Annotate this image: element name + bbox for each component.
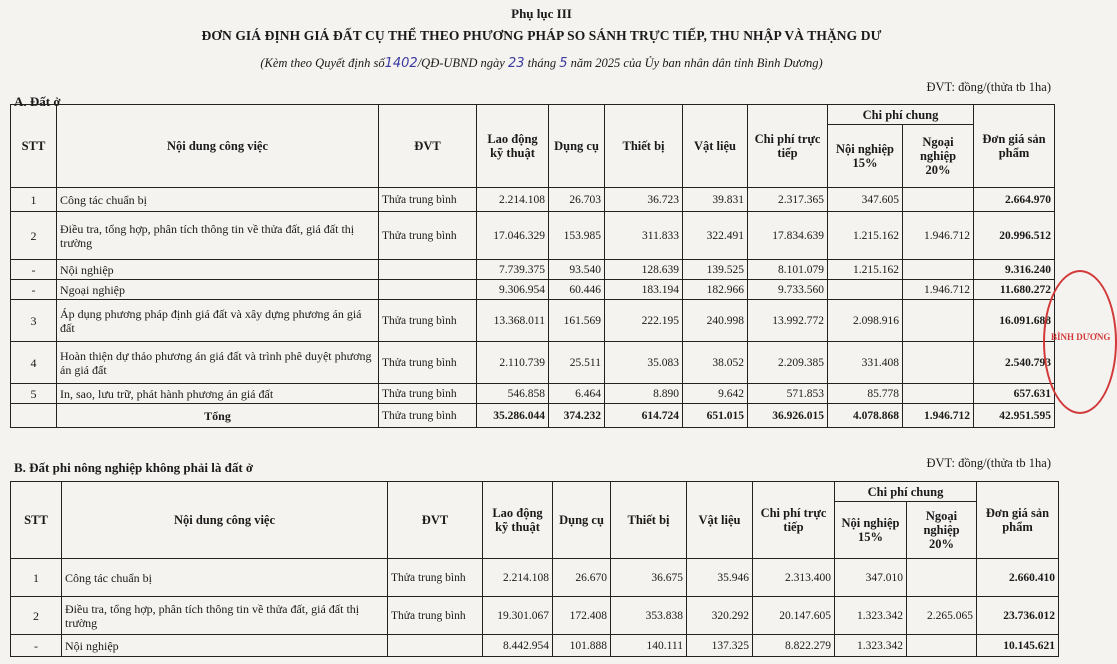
row-materials: 9.642	[683, 384, 748, 404]
row-internal: 1.215.162	[828, 212, 903, 260]
row-unit-price: 2.660.410	[977, 559, 1059, 597]
total-external: 1.946.712	[903, 404, 974, 428]
row-unit-price: 20.996.512	[974, 212, 1055, 260]
red-seal-stamp	[1043, 270, 1117, 414]
row-content: Công tác chuẩn bị	[57, 188, 379, 212]
row-equipment: 36.723	[605, 188, 683, 212]
subtitle-mid: /QĐ-UBND ngày	[417, 56, 505, 70]
col-general-cost: Chi phí chung	[835, 482, 977, 502]
row-internal: 347.010	[835, 559, 907, 597]
row-content: Áp dụng phương pháp định giá đất và xây dựng phương án giá đất	[57, 300, 379, 342]
row-stt: 5	[11, 384, 57, 404]
row-direct-cost: 17.834.639	[748, 212, 828, 260]
row-unit-price: 16.091.688	[974, 300, 1055, 342]
total-label: Tổng	[57, 404, 379, 428]
row-materials: 320.292	[687, 597, 753, 635]
table-row	[11, 559, 1059, 597]
col-content: Nội dung công việc	[57, 105, 379, 188]
row-materials: 35.946	[687, 559, 753, 597]
total-labor: 35.286.044	[477, 404, 549, 428]
table-row	[11, 300, 1055, 342]
row-content: Hoàn thiện dự thảo phương án giá đất và trình phê duyệt phương án giá đất	[57, 342, 379, 384]
row-unit: Thửa trung bình	[379, 342, 477, 384]
row-tools: 172.408	[553, 597, 611, 635]
total-stt	[11, 404, 57, 428]
row-unit: Thửa trung bình	[379, 300, 477, 342]
row-internal	[828, 280, 903, 300]
row-direct-cost: 2.313.400	[753, 559, 835, 597]
table-row	[11, 260, 1055, 280]
section-b-unit-note: ĐVT: đồng/(thửa tb 1ha)	[926, 456, 1051, 470]
row-content: In, sao, lưu trữ, phát hành phương án giá đất	[57, 384, 379, 404]
col-equipment: Thiết bị	[611, 482, 687, 559]
decision-day: 23	[507, 56, 525, 71]
subtitle-pre: (Kèm theo Quyết định số	[260, 56, 385, 70]
row-unit-price: 2.664.970	[974, 188, 1055, 212]
col-internal: Nội nghiệp 15%	[828, 125, 903, 188]
col-external: Ngoại nghiệp 20%	[903, 125, 974, 188]
col-general-cost: Chi phí chung	[828, 105, 974, 125]
col-content: Nội dung công việc	[62, 482, 388, 559]
row-labor: 17.046.329	[477, 212, 549, 260]
row-stt: 2	[11, 212, 57, 260]
col-labor: Lao động kỹ thuật	[483, 482, 553, 559]
row-unit-price: 10.145.621	[977, 635, 1059, 657]
row-stt: 1	[11, 188, 57, 212]
row-content: Công tác chuẩn bị	[62, 559, 388, 597]
col-materials: Vật liệu	[683, 105, 748, 188]
row-content: Ngoại nghiệp	[57, 280, 379, 300]
row-stt: -	[11, 280, 57, 300]
row-tools: 101.888	[553, 635, 611, 657]
row-unit-price: 657.631	[974, 384, 1055, 404]
row-direct-cost: 8.822.279	[753, 635, 835, 657]
row-stt: 3	[11, 300, 57, 342]
total-row	[11, 404, 1055, 428]
row-equipment: 128.639	[605, 260, 683, 280]
row-labor: 2.110.739	[477, 342, 549, 384]
row-content: Điều tra, tổng hợp, phân tích thông tin về thửa đất, giá đất thị trường	[57, 212, 379, 260]
row-labor: 2.214.108	[477, 188, 549, 212]
col-unit-price: Đơn giá sản phẩm	[977, 482, 1059, 559]
row-tools: 60.446	[549, 280, 605, 300]
row-unit-price: 9.316.240	[974, 260, 1055, 280]
table-row	[11, 280, 1055, 300]
total-materials: 651.015	[683, 404, 748, 428]
row-internal: 1.323.342	[835, 597, 907, 635]
col-unit-price: Đơn giá sản phẩm	[974, 105, 1055, 188]
row-labor: 9.306.954	[477, 280, 549, 300]
row-equipment: 140.111	[611, 635, 687, 657]
row-tools: 26.670	[553, 559, 611, 597]
col-direct-cost: Chi phí trực tiếp	[748, 105, 828, 188]
row-materials: 240.998	[683, 300, 748, 342]
row-external	[903, 342, 974, 384]
decision-number: 1402	[384, 56, 418, 71]
row-external	[903, 384, 974, 404]
document-subtitle	[0, 56, 1083, 71]
row-external	[903, 300, 974, 342]
row-equipment: 8.890	[605, 384, 683, 404]
row-materials: 322.491	[683, 212, 748, 260]
row-stt: 1	[11, 559, 62, 597]
row-tools: 6.464	[549, 384, 605, 404]
row-tools: 153.985	[549, 212, 605, 260]
row-unit	[379, 260, 477, 280]
row-tools: 161.569	[549, 300, 605, 342]
row-labor: 2.214.108	[483, 559, 553, 597]
document-title: ĐƠN GIÁ ĐỊNH GIÁ ĐẤT CỤ THỂ THEO PHƯƠNG PHÁP SO SÁNH TRỰC TIẾP, THU NHẬP VÀ THẶNG DƯ	[201, 28, 882, 43]
row-labor: 8.442.954	[483, 635, 553, 657]
row-equipment: 222.195	[605, 300, 683, 342]
row-tools: 25.511	[549, 342, 605, 384]
total-tools: 374.232	[549, 404, 605, 428]
row-direct-cost: 20.147.605	[753, 597, 835, 635]
row-content: Nội nghiệp	[57, 260, 379, 280]
row-external: 2.265.065	[907, 597, 977, 635]
row-direct-cost: 2.317.365	[748, 188, 828, 212]
row-unit	[388, 635, 483, 657]
row-unit-price: 11.680.272	[974, 280, 1055, 300]
row-stt: 2	[11, 597, 62, 635]
col-tools: Dụng cụ	[553, 482, 611, 559]
row-labor: 19.301.067	[483, 597, 553, 635]
row-internal: 85.778	[828, 384, 903, 404]
row-unit-price: 2.540.793	[974, 342, 1055, 384]
row-external	[903, 188, 974, 212]
table-row	[11, 597, 1059, 635]
row-internal: 331.408	[828, 342, 903, 384]
row-unit	[379, 280, 477, 300]
row-stt: 4	[11, 342, 57, 384]
row-external	[903, 260, 974, 280]
row-direct-cost: 13.992.772	[748, 300, 828, 342]
row-unit-price: 23.736.012	[977, 597, 1059, 635]
row-equipment: 35.083	[605, 342, 683, 384]
col-stt: STT	[11, 482, 62, 559]
total-direct: 36.926.015	[748, 404, 828, 428]
row-equipment: 183.194	[605, 280, 683, 300]
col-tools: Dụng cụ	[549, 105, 605, 188]
row-materials: 38.052	[683, 342, 748, 384]
row-materials: 182.966	[683, 280, 748, 300]
row-internal: 1.215.162	[828, 260, 903, 280]
col-materials: Vật liệu	[687, 482, 753, 559]
row-equipment: 36.675	[611, 559, 687, 597]
row-materials: 137.325	[687, 635, 753, 657]
section-a-title: A. Đất ở	[14, 94, 61, 109]
section-b-table	[10, 481, 1059, 657]
subtitle-post: năm 2025 của Ủy ban nhân dân tỉnh Bình Dương)	[570, 56, 823, 70]
table-row	[11, 342, 1055, 384]
row-unit: Thửa trung bình	[379, 212, 477, 260]
total-equipment: 614.724	[605, 404, 683, 428]
row-materials: 139.525	[683, 260, 748, 280]
table-row	[11, 384, 1055, 404]
col-external: Ngoại nghiệp 20%	[907, 502, 977, 559]
row-tools: 93.540	[549, 260, 605, 280]
row-equipment: 311.833	[605, 212, 683, 260]
seal-text: BÌNH DƯƠNG	[1051, 332, 1111, 342]
row-labor: 7.739.375	[477, 260, 549, 280]
row-direct-cost: 571.853	[748, 384, 828, 404]
row-unit: Thửa trung bình	[388, 559, 483, 597]
col-stt: STT	[11, 105, 57, 188]
row-content: Nội nghiệp	[62, 635, 388, 657]
row-unit: Thửa trung bình	[379, 188, 477, 212]
row-labor: 13.368.011	[477, 300, 549, 342]
col-labor: Lao động kỹ thuật	[477, 105, 549, 188]
row-external	[907, 635, 977, 657]
row-tools: 26.703	[549, 188, 605, 212]
col-direct-cost: Chi phí trực tiếp	[753, 482, 835, 559]
table-row	[11, 188, 1055, 212]
total-price: 42.951.595	[974, 404, 1055, 428]
subtitle-month-label: tháng	[527, 56, 557, 70]
row-internal: 1.323.342	[835, 635, 907, 657]
table-row	[11, 635, 1059, 657]
table-row	[11, 212, 1055, 260]
section-a-table	[10, 104, 1055, 428]
row-direct-cost: 2.209.385	[748, 342, 828, 384]
total-internal: 4.078.868	[828, 404, 903, 428]
decision-month: 5	[559, 56, 568, 71]
appendix-title: Phụ lục III	[511, 6, 572, 21]
row-direct-cost: 9.733.560	[748, 280, 828, 300]
row-stt: -	[11, 635, 62, 657]
total-unit: Thửa trung bình	[379, 404, 477, 428]
section-a-unit-note: ĐVT: đồng/(thửa tb 1ha)	[926, 80, 1051, 94]
row-internal: 347.605	[828, 188, 903, 212]
row-content: Điều tra, tổng hợp, phân tích thông tin về thửa đất, giá đất thị trường	[62, 597, 388, 635]
row-external	[907, 559, 977, 597]
row-external: 1.946.712	[903, 280, 974, 300]
row-unit: Thửa trung bình	[379, 384, 477, 404]
row-equipment: 353.838	[611, 597, 687, 635]
col-internal: Nội nghiệp 15%	[835, 502, 907, 559]
row-unit: Thửa trung bình	[388, 597, 483, 635]
col-unit: ĐVT	[379, 105, 477, 188]
col-unit: ĐVT	[388, 482, 483, 559]
row-labor: 546.858	[477, 384, 549, 404]
row-materials: 39.831	[683, 188, 748, 212]
row-external: 1.946.712	[903, 212, 974, 260]
col-equipment: Thiết bị	[605, 105, 683, 188]
row-stt: -	[11, 260, 57, 280]
row-internal: 2.098.916	[828, 300, 903, 342]
row-direct-cost: 8.101.079	[748, 260, 828, 280]
section-b-title: B. Đất phi nông nghiệp không phải là đất ở	[14, 460, 254, 475]
